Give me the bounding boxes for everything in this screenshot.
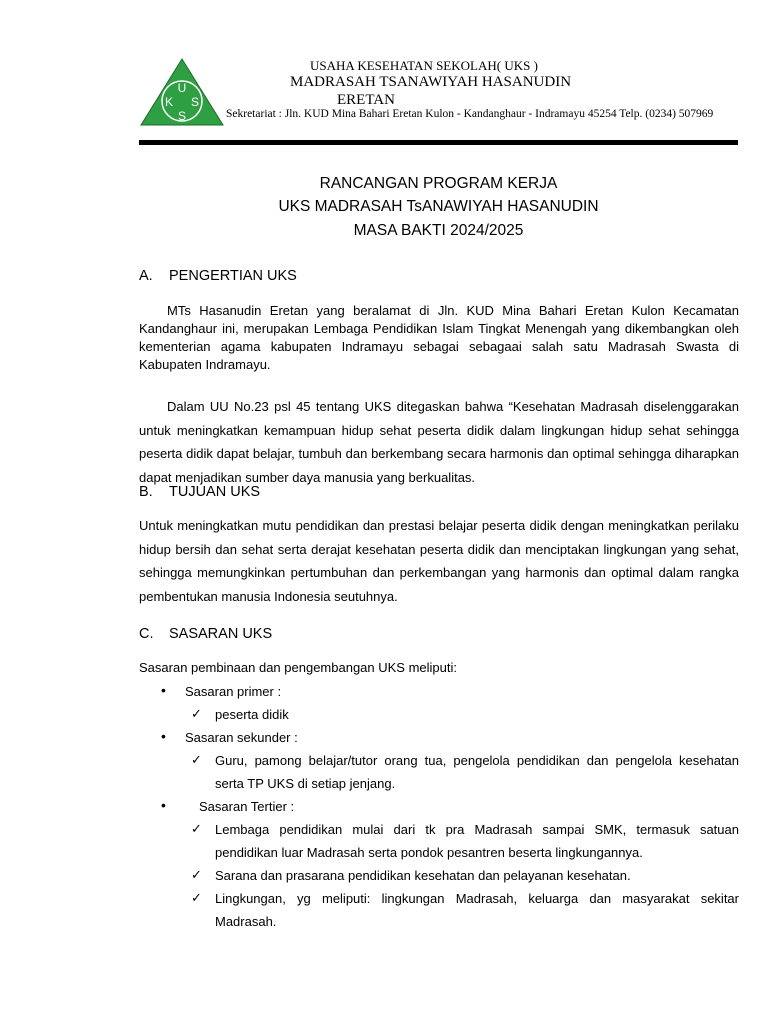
- org-address: Sekretariat : Jln. KUD Mina Bahari Eretan Kulon - Kandanghaur - Indramayu 45254 Telp. (0234) 507969: [226, 108, 714, 120]
- org-name-line2: MADRASAH TSANAWIYAH HASANUDIN: [290, 74, 572, 90]
- tertier-item-3: [215, 887, 739, 933]
- sekunder-item-1-text: Guru, pamong belajar/tutor orang tua, pengelola pendidikan dan pengelola kesehatan serta TP UKS di setiap jenjang.: [215, 753, 739, 791]
- doc-title-line3: MASA BAKTI 2024/2025: [353, 222, 524, 239]
- section-b-title: TUJUAN UKS: [169, 484, 261, 500]
- tertier-item-1: [215, 818, 739, 864]
- section-b-para: [139, 514, 739, 608]
- checkmark-icon: ✓: [191, 752, 202, 767]
- tertier-item-3-text: Lingkungan, yg meliputi: lingkungan Madrasah, keluarga dan masyarakat sekitar Madrasah.: [215, 891, 739, 929]
- section-b-para-text: Untuk meningkatkan mutu pendidikan dan prestasi belajar peserta didik dengan meningkatkan perilaku hidup bersih dan sehat serta derajat kesehatan peserta didik dan menciptakan lingkungan yang sehat, sehingga memungkinkan pertumbuhan dan perkembangan yang harmonis dan optimal dalam rangka pembentukan manusia Indonesia seutuhnya.: [139, 518, 739, 604]
- section-a-heading: [139, 268, 297, 284]
- bullet-dot-icon: •: [161, 797, 166, 813]
- section-c-intro: Sasaran pembinaan dan pengembangan UKS meliputi:: [139, 660, 457, 675]
- sasaran-tertier-label: Sasaran Tertier :: [199, 799, 295, 814]
- uks-logo: [139, 57, 225, 127]
- section-a-title: PENGERTIAN UKS: [169, 268, 297, 284]
- sasaran-primer-label: Sasaran primer :: [185, 684, 282, 699]
- letterhead-divider: [139, 140, 738, 145]
- logo-letter-s2: S: [177, 109, 187, 123]
- section-b-letter: B.: [139, 484, 153, 500]
- tertier-item-1-text: Lembaga pendidikan mulai dari tk pra Madrasah sampai SMK, termasuk satuan pendidikan luar Madrasah serta pondok pesantren beserta lingkungannya.: [215, 822, 739, 860]
- section-c-title: SASARAN UKS: [169, 626, 273, 642]
- logo-letter-u: U: [177, 81, 187, 95]
- doc-title-line1: RANCANGAN PROGRAM KERJA: [319, 175, 558, 192]
- section-a-para2-text: Dalam UU No.23 psl 45 tentang UKS ditegaskan bahwa “Kesehatan Madrasah diselenggarakan untuk meningkatkan kemampuan hidup sehat peserta didik dalam lingkungan hidup sehat sehingga peserta didik dapat belajar, tumbuh dan berkembang secara harmonis dan optimal sehingga diharapkan dapat menjadikan sumber daya manusia yang berkualitas.: [139, 399, 739, 485]
- checkmark-icon: ✓: [191, 706, 202, 721]
- logo-letter-k: K: [164, 95, 174, 109]
- section-c-heading: [139, 626, 272, 642]
- org-name-line1: USAHA KESEHATAN SEKOLAH( UKS ): [310, 58, 538, 73]
- section-a-para2: [139, 395, 739, 489]
- primer-item-1: peserta didik: [215, 707, 289, 722]
- sasaran-sekunder-label: Sasaran sekunder :: [185, 730, 298, 745]
- section-a-letter: A.: [139, 268, 153, 284]
- section-c-letter: C.: [139, 626, 154, 642]
- sekunder-item-1: [215, 749, 739, 795]
- checkmark-icon: ✓: [191, 821, 202, 836]
- logo-letter-s1: S: [190, 95, 200, 109]
- bullet-dot-icon: •: [161, 682, 166, 698]
- section-a-para1: [139, 302, 739, 374]
- checkmark-icon: ✓: [191, 890, 202, 905]
- org-name-line3: ERETAN: [337, 92, 395, 108]
- doc-title-line2: UKS MADRASAH TsANAWIYAH HASANUDIN: [278, 198, 599, 215]
- checkmark-icon: ✓: [191, 867, 202, 882]
- section-b-heading: [139, 484, 260, 500]
- tertier-item-2: Sarana dan prasarana pendidikan kesehatan dan pelayanan kesehatan.: [215, 868, 631, 883]
- bullet-dot-icon: •: [161, 728, 166, 744]
- section-a-para1-text: MTs Hasanudin Eretan yang beralamat di Jln. KUD Mina Bahari Eretan Kulon Kecamatan Kandanghaur ini, merupakan Lembaga Pendidikan Islam Tingkat Menengah yang dikembangkan oleh kementerian agama kabupaten Indramayu sebagai sebagaai salah satu Madrasah Swasta di Kabupaten Indramayu.: [139, 303, 739, 372]
